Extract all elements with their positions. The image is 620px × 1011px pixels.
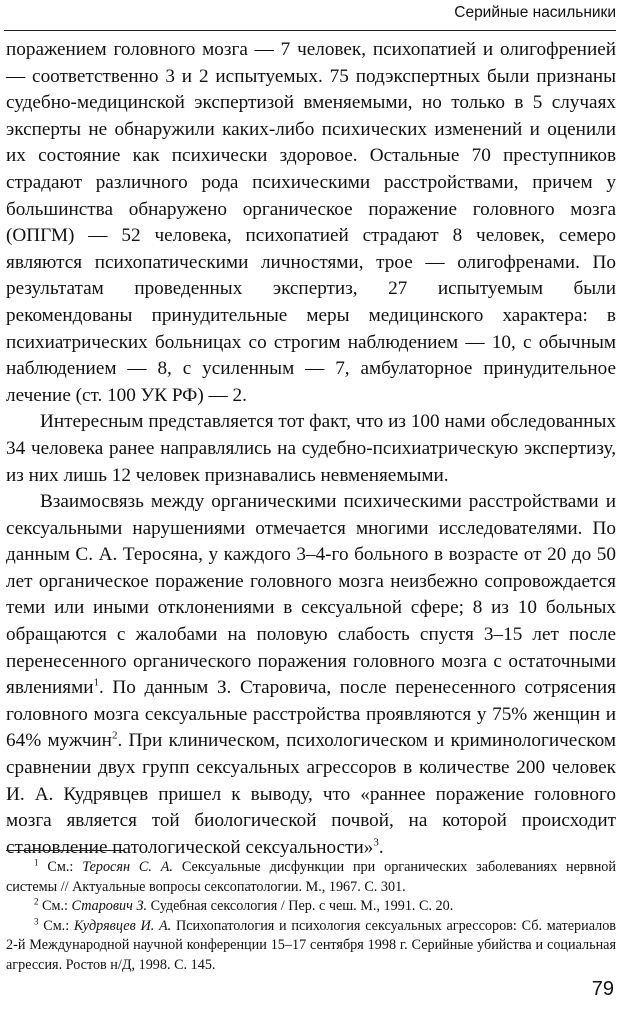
footnote-2-mark: 2 [34,896,39,907]
footnote-ref-1: 1 [93,676,99,689]
footnote-2-author: Старович З. [71,898,148,915]
footnote-separator [6,850,124,851]
paragraph-2: Интересным представляется тот факт, что из 100 нами обследованных 34 человека ранее направлялись на судебно-психиатрическую экспертизу, из них лишь 12 человек признавались невменяемыми. [6,411,616,486]
paragraph-1: поражением головного мозга — 7 человек, психопатией и олигофренией — соответственно 3 и 2 испытуемых. 75 подэкспертных были признаны судебно-медицинской экспертизой вменяемыми, но только в 5 случаях эксперты не обнаружили каких-либо психических изменений и оценили их состояние как психически здоровое. Остальные 70 преступников страдают различного рода психическими расстройствами, причем у большинства обнаружено органическое поражение головного мозга (ОПГМ) — 52 человека, психопатией страдают 8 человек, семеро являются психопатическими личностями, трое — олигофренами. По результатам проведенных экспертиз, 27 испытуемым были рекомендованы принудительные меры медицинского характера: в психиатрических больницах со строгим наблюдением — 10, с обычным наблюдением — 8, с усиленным — 7, амбулаторное принудительное лечение (ст. 100 УК РФ) — 2. [6,39,616,406]
footnote-3-lead: См.: [38,917,74,934]
page-number: 79 [591,978,614,1000]
main-text [6,37,616,861]
footnote-3 [6,917,616,976]
footnote-ref-3: 3 [373,836,379,849]
footnotes [6,858,616,976]
footnote-2 [6,897,616,917]
paragraph-3-text-b: . По данным З. Старовича, после перенесенного сотрясения головного мозга сексуальные расстройства проявляются у 75% женщин и 64% мужчин [6,677,616,752]
header-rule [4,30,616,31]
footnote-1-lead: См.: [38,859,83,875]
paragraph-3-text-c: . При клиническом, психологическом и криминологическом сравнении двух групп сексуальных агрессоров в количестве 200 человек И. А. Кудрявцев пришел к выводу, что «раннее поражение головного мозга является той биологической почвой, на которой происходит становление патологической сексуальности» [6,730,616,858]
footnote-1-mark: 1 [34,857,39,868]
footnote-1-author: Теросян С. А. [82,859,173,875]
footnote-3-mark: 3 [34,916,39,927]
paragraph-3-text-a: Взаимосвязь между органическими психическими расстройствами и сексуальными нарушениями отмечается многими исследователями. По данным С. А. Теросяна, у каждого 3–4-го больного в возрасте от 20 до 50 лет органическое поражение головного мозга неизбежно сопровождается теми или иными отклонениями в сексуальной сфере; 8 из 10 больных обращаются с жалобами на половую слабость спустя 3–15 лет после перенесенного органического поражения головного мозга с остаточными явлениями [6,491,616,699]
footnote-2-lead: См.: [38,898,72,915]
footnote-1-text: Сексуальные дисфункции при органических заболеваниях нервной системы // Актуальные вопросы сексопатологии. М., 1967. С. 301. [6,859,616,895]
footnote-3-author: Кудрявцев И. А. [73,917,172,934]
footnote-ref-2: 2 [111,730,118,743]
footnote-1 [6,858,616,897]
footnote-2-text: Судебная сексология / Пер. с чеш. М., 1991. С. 20. [147,898,454,915]
paragraph-3 [6,489,616,861]
footnote-3-text: Психопатология и психология сексуальных агрессоров: Сб. материалов 2-й Международной научной конференции 15–17 сентября 1998 г. Серийные убийства и социальная агрессия. Ростов н/Д, 1998. С. 145. [6,917,617,973]
running-header: Серийные насильники [454,4,616,21]
paragraph-3-text-d: . [378,836,384,858]
